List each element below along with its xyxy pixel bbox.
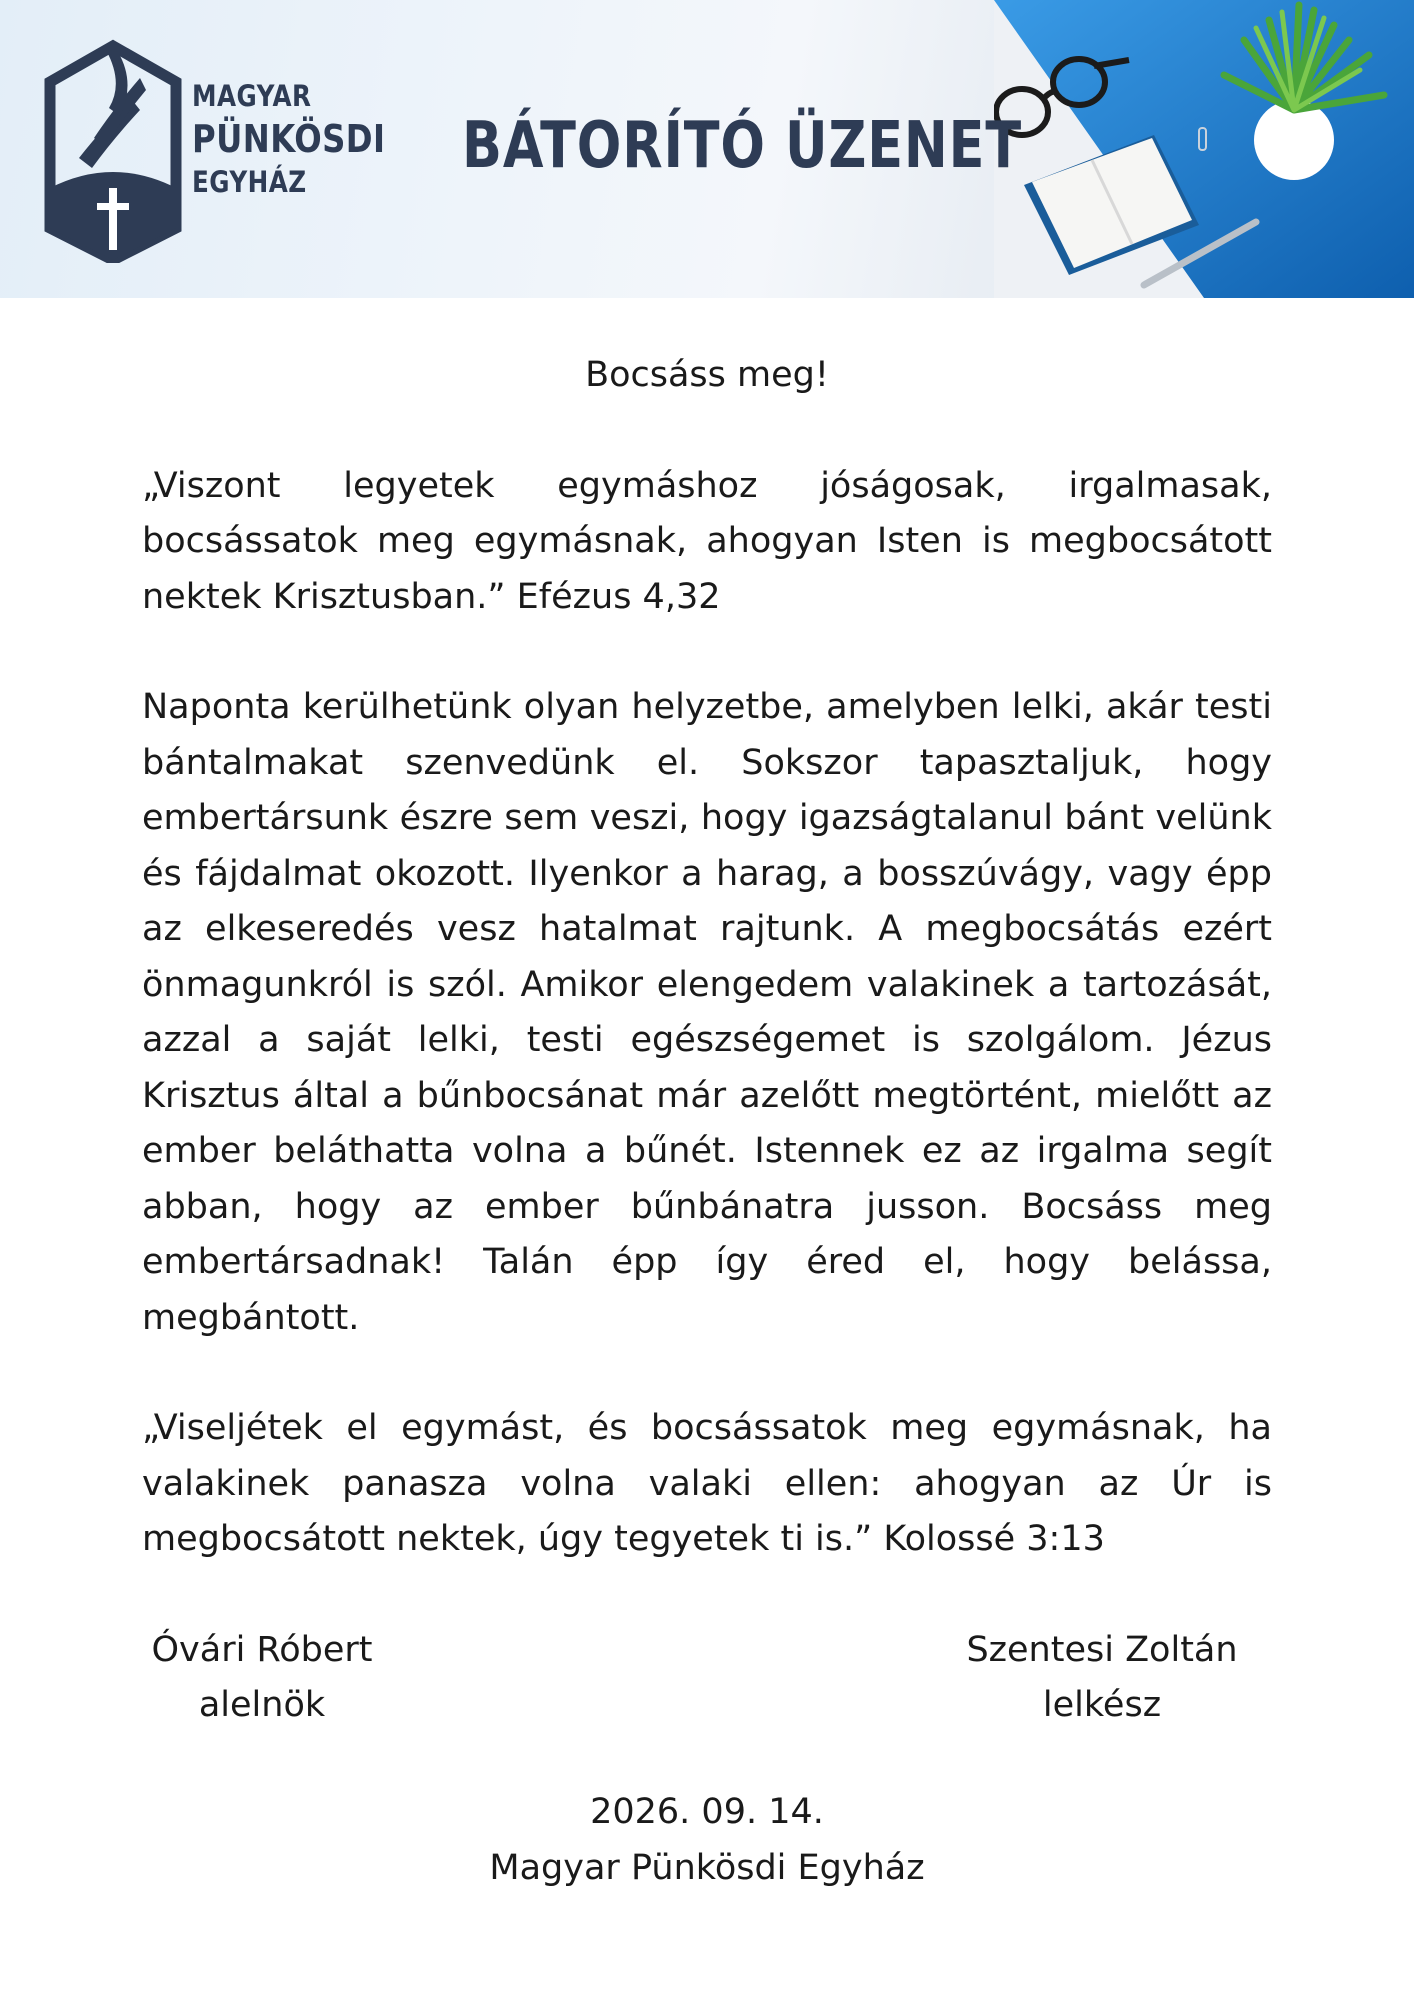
logo-line-1: MAGYAR (192, 79, 312, 113)
signature-role: alelnök (198, 1685, 326, 1725)
letter-footer (0, 1785, 1414, 1896)
header-banner (0, 0, 1414, 298)
letter-date: 2026. 09. 14. (590, 1792, 824, 1832)
signature-name: Óvári Róbert (151, 1629, 373, 1670)
signature-right (952, 1623, 1252, 1734)
signature-role: lelkész (1042, 1685, 1162, 1725)
desk-illustration (994, 0, 1414, 298)
banner-title: BÁTORÍTÓ ÜZENET (462, 109, 1022, 183)
signature-name: Szentesi Zoltán (966, 1629, 1238, 1670)
organization-name: Magyar Pünkösdi Egyház (489, 1847, 925, 1888)
church-logo-icon (44, 38, 182, 263)
logo-line-2: PÜNKÖSDI (192, 117, 386, 161)
paragraph-quote-ephesians: „Viszont legyetek egymáshoz jóságosak, irgalmasak, bocsássatok meg egymásnak, ahogyan Isten is megbocsátott nektek Krisztusban.” Efézus 4,32 (142, 465, 1272, 617)
letter-heading: Bocsáss meg! (585, 355, 829, 395)
paragraph-main: Naponta kerülhetünk olyan helyzetbe, amelyben lelki, akár testi bántalmakat szenvedünk el. Sokszor tapasztaljuk, hogy embertársunk észre sem veszi, hogy igazságtalanul bánt velünk és fájdalmat okozott. Ilyenkor a harag, a bosszúvágy, vagy épp az elkeseredés vesz hatalmat rajtunk. A megbocsátás ezért önmagunkról is szól. Amikor elengedem valakinek a tartozását, azzal a saját lelki, testi egészségemet is szolgálom. Jézus Krisztus által a bűnbocsánat már azelőtt megtörtént, mielőtt az ember beláthatta volna a bűnét. Istennek ez az irgalma segít abban, hogy az ember bűnbánatra jusson. Bocsáss meg embertársadnak! Talán épp így éred el, hogy belássa, megbántott. (142, 687, 1272, 1338)
letter-body (142, 348, 1272, 1734)
paragraph-quote-colossians: „Viseljétek el egymást, és bocsássatok meg egymásnak, ha valakinek panasza volna valaki ellen: ahogyan az Úr is megbocsátott nektek, úgy tegyetek ti is.” Kolossé 3:13 (142, 1408, 1272, 1559)
logo-text (192, 76, 385, 202)
logo-line-3: EGYHÁZ (192, 165, 307, 199)
signatures (142, 1623, 1272, 1734)
signature-left (142, 1623, 382, 1734)
